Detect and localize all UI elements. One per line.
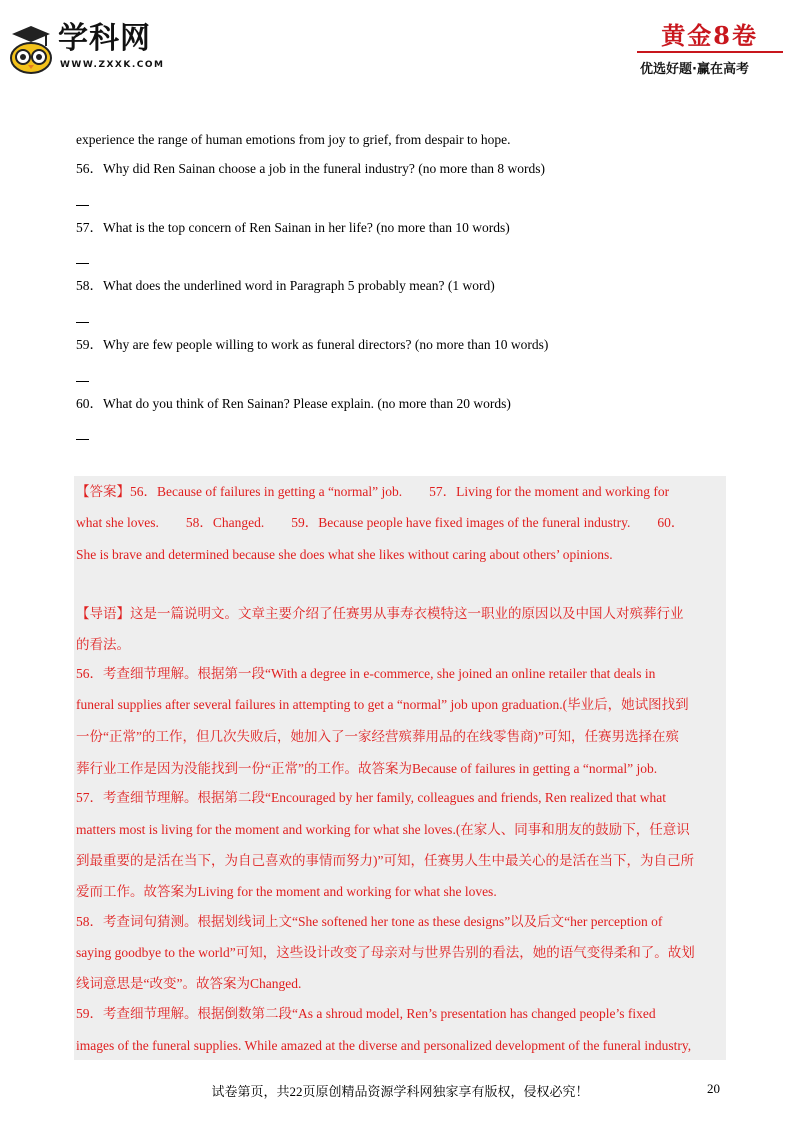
answer-line: 【导语】这是一篇说明文。文章主要介绍了任赛男从事寿衣模特这一职业的原因以及中国人对殡葬行业 bbox=[76, 606, 684, 621]
intro-line: experience the range of human emotions from joy to grief, from despair to hope. bbox=[76, 132, 511, 147]
answer-line: 爱而工作。故答案为Living for the moment and working for what she loves. bbox=[76, 884, 497, 899]
owl-logo-icon bbox=[8, 26, 54, 74]
answer-blank bbox=[76, 263, 89, 264]
page-header bbox=[0, 0, 800, 80]
answer-blank bbox=[76, 439, 89, 440]
answer-line: images of the funeral supplies. While amazed at the diverse and personalized development of the funeral industry, bbox=[76, 1038, 692, 1053]
answer-line: 56．考查细节理解。根据第一段“With a degree in e-commerce, she joined an online retailer that deals in bbox=[76, 666, 656, 681]
question-59: 59．Why are few people willing to work as funeral directors? (no more than 10 words) bbox=[76, 337, 549, 352]
answer-line: 57．考查细节理解。根据第二段“Encouraged by her family, colleagues and friends, Ren realized that what bbox=[76, 790, 666, 805]
brand-name: 学科网 bbox=[58, 21, 151, 56]
answer-line: 葬行业工作是因为没能找到一份“正常”的工作。故答案为Because of failures in getting a “normal” job. bbox=[76, 761, 658, 776]
answer-blank bbox=[76, 322, 89, 323]
answer-explanation-block bbox=[74, 476, 726, 1060]
question-57: 57．What is the top concern of Ren Sainan in her life? (no more than 10 words) bbox=[76, 220, 510, 235]
answer-blank bbox=[76, 205, 89, 206]
answer-line: 的看法。 bbox=[76, 637, 130, 652]
question-60: 60．What do you think of Ren Sainan? Please explain. (no more than 20 words) bbox=[76, 396, 511, 411]
answer-line: what she loves. 58．Changed. 59．Because people have fixed images of the funeral industry. 60． bbox=[76, 515, 685, 530]
question-56: 56．Why did Ren Sainan choose a job in the funeral industry? (no more than 8 words) bbox=[76, 161, 546, 176]
answer-line: funeral supplies after several failures in attempting to get a “normal” job upon graduation.(毕业后，她试图找到 bbox=[76, 697, 689, 712]
answer-line: saying goodbye to the world”可知，这些设计改变了母亲对与世界告别的看法，她的语气变得柔和了。故划 bbox=[76, 945, 695, 960]
answer-line: matters most is living for the moment and working for what she loves.(在家人、同事和朋友的鼓励下，任意识 bbox=[76, 822, 690, 837]
answer-line: She is brave and determined because she does what she likes without caring about others’ opinions. bbox=[76, 547, 613, 562]
page-number: 20 bbox=[707, 1081, 720, 1096]
footer-copyright: 试卷第页，共22页原创精品资源学科网独家享有版权，侵权必究！ bbox=[211, 1084, 589, 1099]
answer-line: 【答案】56．Because of failures in getting a “normal” job. 57．Living for the moment and working for bbox=[76, 484, 670, 499]
question-58: 58．What does the underlined word in Paragraph 5 probably mean? (1 word) bbox=[76, 278, 495, 293]
answer-line: 58．考查词句猜测。根据划线词上文“She softened her tone as these designs”以及后文“her perception of bbox=[76, 914, 663, 929]
answer-blank bbox=[76, 381, 89, 382]
answer-line: 一份“正常”的工作，但几次失败后，她加入了一家经营殡葬用品的在线零售商)”可知，任赛男选择在殡 bbox=[76, 729, 679, 744]
answer-line: 到最重要的是活在当下，为自己喜欢的事情而努力)”可知，任赛男人生中最关心的是活在当下，为自己所 bbox=[76, 853, 694, 868]
brand-url: WWW.ZXXK.COM bbox=[60, 60, 165, 70]
header-divider bbox=[637, 51, 783, 53]
answer-line: 线词意思是“改变”。故答案为Changed. bbox=[76, 976, 302, 991]
answer-line: 59．考查细节理解。根据倒数第二段“As a shroud model, Ren’s presentation has changed people’s fixed bbox=[76, 1006, 656, 1021]
slogan: 优选好题·赢在高考 bbox=[640, 62, 749, 77]
gold-title: 黄金8卷 bbox=[661, 21, 758, 50]
